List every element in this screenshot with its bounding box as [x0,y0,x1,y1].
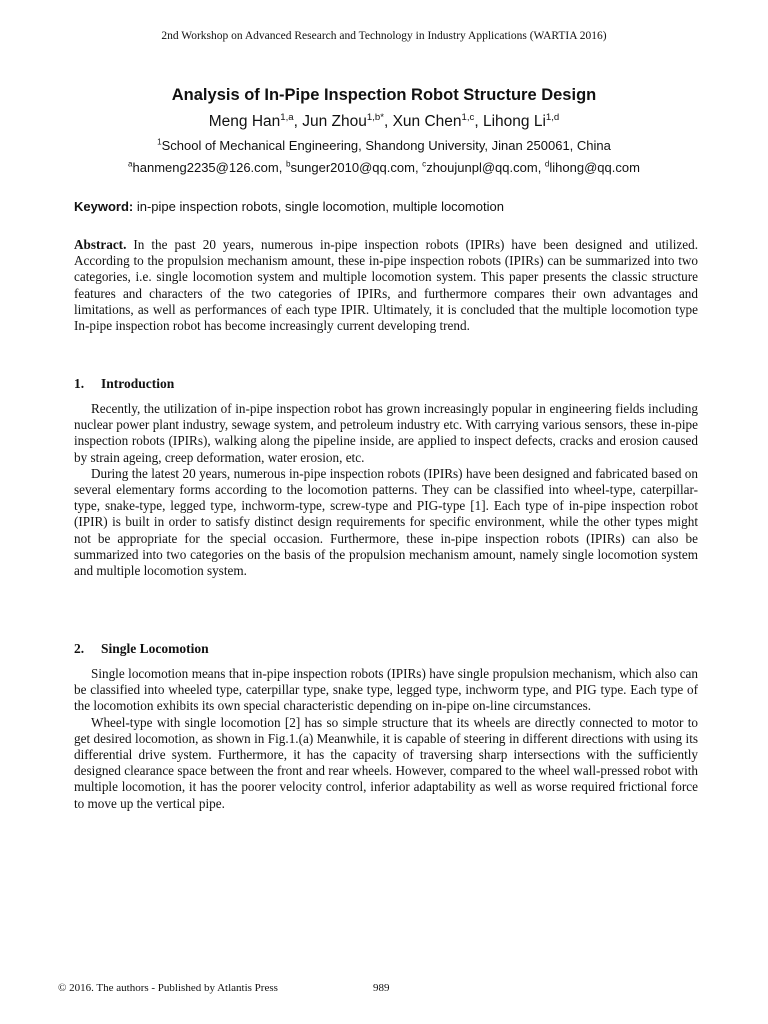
email-superscript: c [422,159,427,169]
affiliation-superscript: 1 [157,137,162,147]
footer-copyright: © 2016. The authors - Published by Atlantis Press [58,982,278,994]
section-heading-introduction [74,376,174,392]
keyword-label: Keyword: [74,199,134,214]
affiliation-text: School of Mechanical Engineering, Shandong University, Jinan 250061, China [161,138,611,153]
section-body-introduction [74,401,698,579]
abstract-text: In the past 20 years, numerous in-pipe inspection robots (IPIRs) have been designed and utilized. According to the propulsion mechanism amount, these in-pipe inspection robots (IPIRs) can be summarized into two categories, i.e. single locomotion system and multiple locomotion system. This paper presents the classic structure features and characters of the two categories of IPIRs, and furthermore compares their own advantages and limitations, as well as performances of each type IPIR. Ultimately, it is concluded that the multiple locomotion type In-pipe inspection robot has become increasingly current developing trend. [74,237,698,334]
section-number: 2. [74,641,85,656]
keyword-line [74,199,698,214]
abstract [74,237,698,334]
email-address: zhoujunpl@qq.com [426,160,538,175]
abstract-label: Abstract. [74,237,127,252]
page-number: 989 [373,982,390,994]
keyword-text: in-pipe inspection robots, single locomotion, multiple locomotion [133,199,504,214]
email-superscript: a [128,159,133,169]
section-body-single-locomotion [74,666,698,812]
email-address: lihong@qq.com [549,160,640,175]
author-name: Jun Zhou [302,113,367,130]
email-separator: , [278,160,286,175]
email-address: hanmeng2235@126.com [132,160,279,175]
section-number: 1. [74,376,85,391]
email-superscript: d [544,159,550,169]
author-name: Meng Han [208,113,281,130]
affiliation [0,138,768,153]
author-superscript: 1,c [461,111,475,123]
author-separator: , [383,113,393,130]
author-superscript: 1,b* [366,111,384,123]
section-heading-single-locomotion [74,641,209,657]
paragraph: Recently, the utilization of in-pipe inspection robot has grown increasingly popular in engineering fields including nuclear power plant industry, sewage system, and petroleum industry etc. With carrying various sensors, these in-pipe inspection robots (IPIRs), walking along the pipeline inside, are applied to inspect defects, cracks and erosion caused by strain ageing, creep deformation, water erosion, etc. [74,401,698,465]
paper-title: Analysis of In-Pipe Inspection Robot Structure Design [171,86,597,104]
author-superscript: 1,a [280,111,294,123]
email-separator: , [537,160,545,175]
author-list [0,113,768,131]
author-superscript: 1,d [545,111,560,123]
paragraph: Wheel-type with single locomotion [2] has so simple structure that its wheels are directly connected to motor to get desired locomotion, as shown in Fig.1.(a) Meanwhile, it is capable of steering in different directions with using its differential drive system. Furthermore, it has the capacity of traversing sharp intersections with the sufficiently designed clearance space between the front and rear wheels. However, compared to the wheel wall-pressed robot with multiple locomotion, it has the poorer velocity control, inferior adaptability as well as worse required frictional force to move up the vertical pipe. [74,714,698,811]
section-title: Introduction [101,376,175,391]
author-name: Xun Chen [392,113,462,130]
paragraph: During the latest 20 years, numerous in-pipe inspection robots (IPIRs) have been designed and fabricated based on several elementary forms according to the locomotion patterns. They can be classified into wheel-type, caterpillar-type, snake-type, legged type, inchworm-type, screw-type and PIG-type [1]. Each type of in-pipe inspection robot (IPIR) is built in order to satisfy distinct design requirements for specific environment, while the other types might not be appropriate for the special occasion. Furthermore, these in-pipe inspection robots (IPIRs) can also be summarized into two categories on the basis of the propulsion mechanism amount, namely single locomotion system and multiple locomotion system. [74,465,698,579]
email-superscript: b [285,159,291,169]
email-separator: , [414,160,423,175]
section-title: Single Locomotion [101,641,209,656]
conference-header: 2nd Workshop on Advanced Research and Technology in Industry Applications (WARTIA 2016) [161,30,607,42]
author-name: Lihong Li [482,113,546,130]
author-separator: , [474,113,483,130]
paragraph: Single locomotion means that in-pipe inspection robots (IPIRs) have single propulsion mechanism, which also can be classified into wheeled type, caterpillar type, snake type, legged type, inchworm type, and PIG type. Each type of the locomotion exhibits its own special characteristic depending on in-pipe on-line circumstances. [74,666,698,714]
email-address: sunger2010@qq.com [290,160,415,175]
author-separator: , [293,113,303,130]
email-list [0,160,768,175]
